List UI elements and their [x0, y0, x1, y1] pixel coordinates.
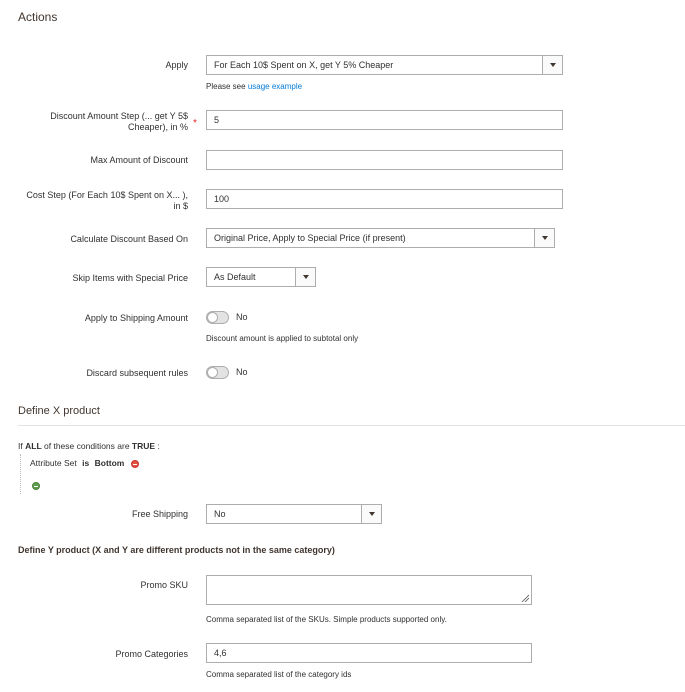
condition-operator[interactable]: is: [82, 458, 90, 468]
add-condition-icon[interactable]: [32, 482, 40, 490]
cost-step-value: 100: [214, 194, 230, 204]
cost-step-input[interactable]: [206, 189, 563, 209]
cond-colon: :: [157, 441, 160, 451]
free-shipping-label: Free Shipping: [131, 509, 188, 519]
max-amount-label: Max Amount of Discount: [90, 155, 188, 165]
apply-note: [206, 82, 302, 91]
skip-special-value: As Default: [214, 272, 256, 282]
skip-special-label: Skip Items with Special Price: [72, 273, 188, 283]
apply-select[interactable]: [206, 55, 563, 75]
chevron-down-icon: [534, 229, 554, 247]
promo-sku-textarea[interactable]: [206, 575, 532, 605]
free-shipping-select[interactable]: [206, 504, 382, 524]
promo-categories-input[interactable]: [206, 643, 532, 663]
usage-example-link[interactable]: usage example: [247, 82, 303, 91]
apply-shipping-note: Discount amount is applied to subtotal only: [206, 334, 359, 343]
discard-rules-state: No: [236, 367, 248, 377]
chevron-down-icon: [361, 505, 381, 523]
cond-aggregator[interactable]: ALL: [25, 441, 42, 451]
section-divider: [18, 425, 685, 426]
free-shipping-value: No: [214, 509, 226, 519]
cond-mid-text: of these conditions are: [44, 441, 130, 451]
promo-categories-note: Comma separated list of the category ids: [206, 670, 352, 679]
calculate-discount-label: Calculate Discount Based On: [70, 234, 188, 244]
cond-value[interactable]: TRUE: [131, 441, 156, 451]
discount-step-label: [0, 111, 188, 133]
apply-select-value: For Each 10$ Spent on X, get Y 5% Cheaper: [214, 60, 394, 70]
calculate-discount-select[interactable]: [206, 228, 555, 248]
promo-sku-label: Promo SKU: [140, 580, 188, 590]
discard-rules-label: Discard subsequent rules: [86, 368, 188, 378]
define-y-title: Define Y product (X and Y are different products not in the same category): [18, 545, 335, 555]
apply-label: Apply: [165, 60, 188, 70]
cost-step-label: [0, 190, 188, 212]
discount-step-value: 5: [214, 115, 220, 125]
promo-categories-label: Promo Categories: [115, 649, 188, 659]
cond-if-text: If: [18, 441, 23, 451]
define-x-title: Define X product: [18, 405, 100, 417]
skip-special-select[interactable]: [206, 267, 316, 287]
chevron-down-icon: [295, 268, 315, 286]
apply-shipping-label: Apply to Shipping Amount: [84, 313, 188, 323]
conditions-header: [18, 441, 160, 451]
discount-step-label-line1: Discount Amount Step (... get Y 5$: [50, 111, 188, 121]
chevron-down-icon: [542, 56, 562, 74]
apply-shipping-state: No: [236, 312, 248, 322]
condition-value[interactable]: Bottom: [94, 458, 125, 468]
max-amount-input[interactable]: [206, 150, 563, 170]
remove-condition-icon[interactable]: [131, 460, 139, 468]
promo-sku-note: Comma separated list of the SKUs. Simple products supported only.: [206, 615, 447, 624]
apply-note-prefix: Please see: [206, 82, 246, 91]
condition-tree-line: [20, 454, 21, 494]
condition-item: [30, 458, 139, 468]
required-marker: *: [193, 118, 197, 129]
calculate-discount-value: Original Price, Apply to Special Price (if present): [214, 233, 406, 243]
discount-step-label-line2: Cheaper), in %: [127, 122, 188, 132]
discard-rules-toggle[interactable]: [206, 366, 229, 379]
promo-categories-value: 4,6: [214, 648, 227, 658]
apply-shipping-toggle[interactable]: [206, 311, 229, 324]
discount-step-input[interactable]: [206, 110, 563, 130]
resize-handle-icon[interactable]: [521, 594, 529, 602]
cost-step-label-line1: Cost Step (For Each 10$ Spent on X... ),: [26, 190, 188, 200]
cost-step-label-line2: in $: [173, 201, 188, 211]
condition-attribute[interactable]: Attribute Set: [30, 458, 77, 468]
actions-section-title: Actions: [18, 10, 58, 24]
